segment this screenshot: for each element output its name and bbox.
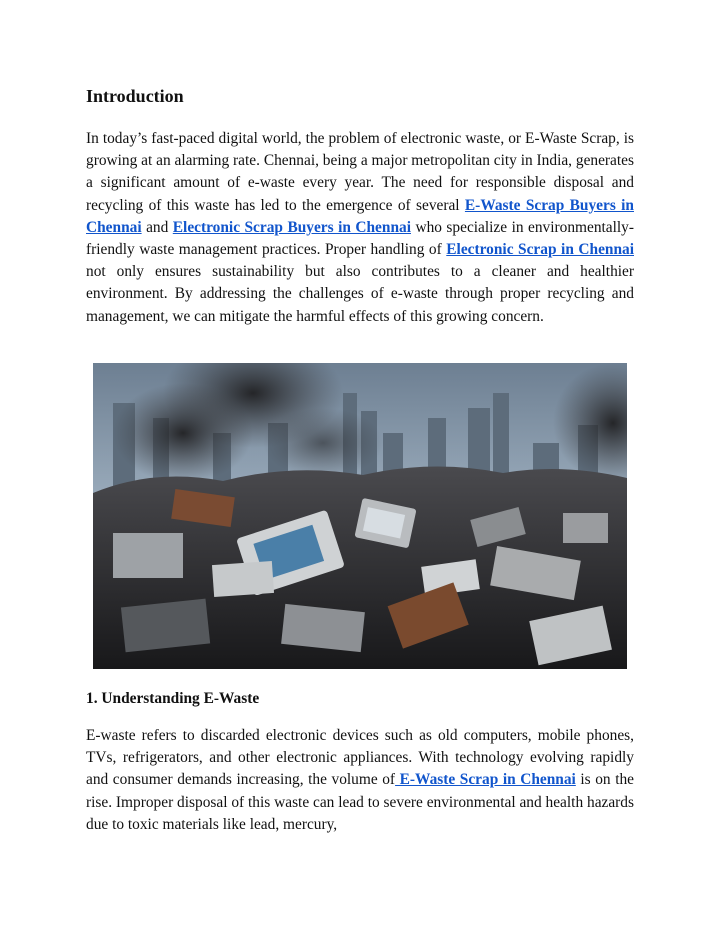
section-1-paragraph	[86, 725, 634, 836]
intro-text-2: and	[141, 218, 173, 236]
intro-text-4: not only ensures sustainability but also contributes to a cleaner and healthier environment. By addressing the challenges of e-waste through proper recycling and management, we can mitigate the harmful effects of this growing concern.	[86, 263, 634, 325]
link-ewaste-scrap-buyers-chennai[interactable]: E-Waste Scrap Buyers in Chennai	[86, 196, 634, 236]
section-1-text-1: E-waste refers to discarded electronic devices such as old computers, mobile phones, TVs, refrigerators, and other electronic appliances. With technology evolving rapidly and consumer demands increasing, the volume of	[86, 727, 634, 789]
intro-text-1: In today’s fast-paced digital world, the problem of electronic waste, or E-Waste Scrap, is growing at an alarming rate. Chennai, being a major metropolitan city in India, generates a significant amount of e-waste every year. The need for responsible disposal and recycling of this waste has led to the emergence of several	[86, 130, 634, 214]
ewaste-hero-image	[93, 363, 627, 669]
smoke-plume	[263, 408, 383, 478]
link-electronic-scrap-buyers-chennai[interactable]: Electronic Scrap Buyers in Chennai	[172, 218, 411, 236]
section-1-heading: 1. Understanding E-Waste	[86, 690, 260, 707]
section-1-text-2: is on the rise. Improper disposal of this waste can lead to severe environmental and health hazards due to toxic materials like lead, mercury,	[86, 771, 634, 833]
intro-paragraph	[86, 128, 634, 328]
intro-heading: Introduction	[86, 86, 184, 106]
smoke-plume	[113, 383, 253, 483]
ewaste-illustration	[93, 363, 627, 669]
link-electronic-scrap-chennai[interactable]: Electronic Scrap in Chennai	[446, 241, 634, 259]
link-ewaste-scrap-chennai[interactable]: E-Waste Scrap in Chennai	[395, 771, 576, 789]
intro-text-3: who specialize in environmentally-friendly waste management practices. Proper handling of	[86, 218, 634, 259]
